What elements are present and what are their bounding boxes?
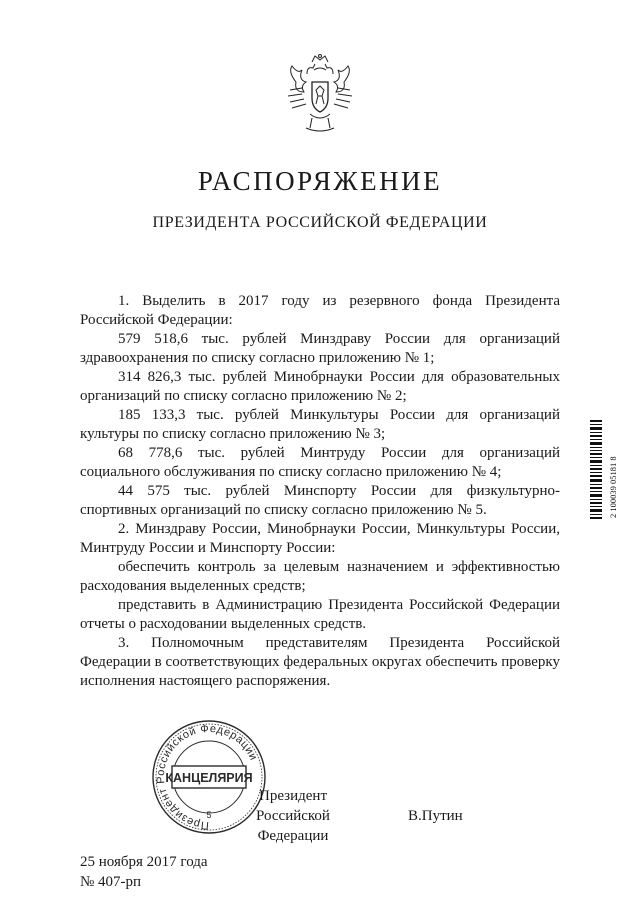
paragraph-allocation-health: 579 518,6 тыс. рублей Минздраву России для организаций здравоохранения по списку согласно приложению № 1;: [80, 331, 560, 366]
document-subtitle: ПРЕЗИДЕНТА РОССИЙСКОЙ ФЕДЕРАЦИИ: [152, 214, 488, 231]
seal-number: 5: [206, 810, 212, 820]
coat-of-arms-emblem: [282, 52, 358, 142]
paragraph-reports: представить в Администрацию Президента Российской Федерации отчеты о расходовании выделенных средств.: [80, 597, 560, 632]
document-date: 25 ноября 2017 года: [80, 854, 208, 870]
seal-ring-text: Президент Российской Федерации: [154, 722, 260, 832]
barcode-digits: 2 100039 05181 8: [608, 456, 618, 518]
signatory-title: Президент Российской Федерации: [256, 788, 330, 844]
paragraph-allocation-culture: 185 133,3 тыс. рублей Минкультуры России для организаций культуры по списку согласно приложению № 3;: [80, 407, 560, 442]
document-number: № 407-рп: [80, 874, 142, 890]
document-title: РАСПОРЯЖЕНИЕ: [197, 166, 443, 196]
paragraph-item-1: 1. Выделить в 2017 году из резервного фонда Президента Российской Федерации:: [80, 293, 560, 328]
paragraph-item-2: 2. Минздраву России, Минобрнауки России, Минкультуры России, Минтруду России и Минспорту России:: [80, 521, 560, 556]
document-body: [80, 292, 560, 691]
paragraph-item-3: 3. Полномочным представителям Президента Российской Федерации в соответствующих федеральных округах обеспечить проверку исполнения настоящего распоряжения.: [80, 635, 560, 689]
barcode: [588, 418, 624, 522]
paragraph-control: обеспечить контроль за целевым назначением и эффективностью расходования выделенных средств;: [80, 559, 560, 594]
paragraph-allocation-education: 314 826,3 тыс. рублей Минобрнауки России для образовательных организаций по списку согласно приложению № 2;: [80, 369, 560, 404]
seal-center-text: КАНЦЕЛЯРИЯ: [165, 771, 253, 785]
signatory-name: В.Путин: [408, 808, 463, 824]
paragraph-allocation-labour: 68 778,6 тыс. рублей Минтруду России для организаций социального обслуживания по списку согласно приложению № 4;: [80, 445, 560, 480]
paragraph-allocation-sport: 44 575 тыс. рублей Минспорту России для физкультурно-спортивных организаций по списку согласно приложению № 5.: [80, 483, 560, 518]
document-footer: [80, 852, 208, 892]
